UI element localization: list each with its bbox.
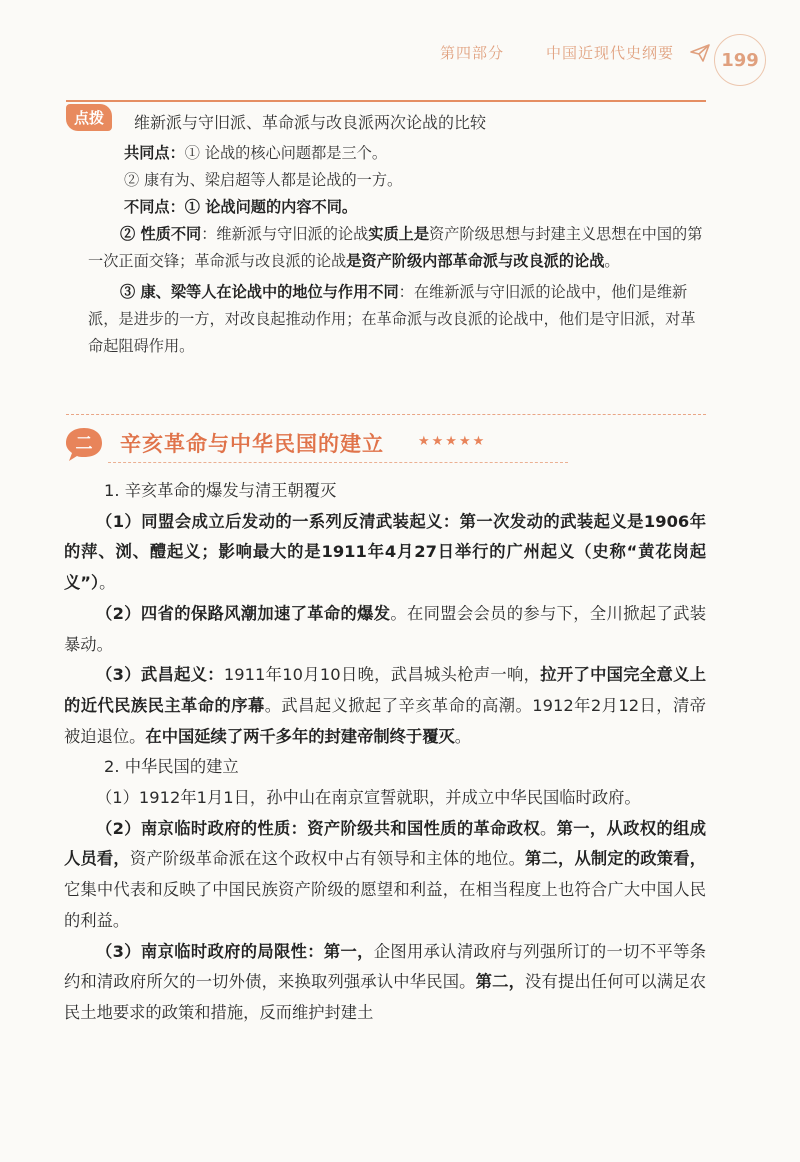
tip-diff-3: ③ 康、梁等人在论战中的地位与作用不同：在维新派与守旧派的论战中，他们是维新派，是进步的一方，对改良起推动作用；在革命派与改良派的论战中，他们是守旧派，对革命起阻碍作用。 bbox=[88, 283, 696, 355]
speech-bubble-icon bbox=[64, 426, 104, 462]
tip-box bbox=[66, 100, 706, 355]
paragraph-4: （1）1912年1月1日，孙中山在南京宣誓就职，并成立中华民国临时政府。 bbox=[96, 788, 641, 808]
header-part: 第四部分 bbox=[440, 44, 505, 62]
importance-stars: ★★★★★ bbox=[418, 434, 487, 449]
tip-same-1: 共同点：① 论战的核心问题都是三个。 bbox=[124, 144, 388, 162]
section-underline bbox=[108, 462, 568, 463]
paragraph-3: （3）武昌起义：1911年10月10日晚，武昌城头枪声一响，拉开了中国完全意义上的近代民族民主革命的序幕。武昌起义掀起了辛亥革命的高潮。1912年2月12日，清帝被迫退位。在中国延续了两千多年的封建帝制终于覆灭。 bbox=[64, 665, 706, 746]
section-heading bbox=[64, 424, 512, 464]
section-number: 二 bbox=[75, 434, 93, 454]
tip-badge: 点拨 bbox=[66, 104, 112, 131]
tip-diff-1: 不同点：① 论战问题的内容不同。 bbox=[124, 198, 358, 216]
tip-diff-2: ② 性质不同：维新派与守旧派的论战实质上是资产阶级思想与封建主义思想在中国的第一次正面交锋；革命派与改良派的论战是资产阶级内部革命派与改良派的论战。 bbox=[88, 225, 703, 270]
paper-plane-icon bbox=[690, 44, 710, 62]
paragraph-2: （2）四省的保路风潮加速了革命的爆发。在同盟会会员的参与下，全川掀起了武装暴动。 bbox=[64, 603, 706, 654]
subheading-1: 1. 辛亥革命的爆发与清王朝覆灭 bbox=[104, 481, 337, 500]
paragraph-5: （2）南京临时政府的性质：资产阶级共和国性质的革命政权。第一，从政权的组成人员看，资产阶级革命派在这个政权中占有领导和主体的地位。第二，从制定的政策看，它集中代表和反映了中国民族资产阶级的愿望和利益，在相当程度上也符合广大中国人民的利益。 bbox=[64, 818, 706, 930]
page-number: 199 bbox=[714, 34, 766, 86]
paragraph-6: （3）南京临时政府的局限性：第一，企图用承认清政府与列强所订的一切不平等条约和清政府所欠的一切外债，来换取列强承认中华民国。第二，没有提出任何可以满足农民土地要求的政策和措施，反而维护封建土 bbox=[64, 941, 706, 1022]
tip-bottom-rule bbox=[66, 414, 706, 415]
tip-top-rule bbox=[66, 100, 706, 102]
main-text bbox=[64, 476, 706, 1029]
tip-same-2: ② 康有为、梁启超等人都是论战的一方。 bbox=[124, 171, 403, 189]
tip-body bbox=[76, 140, 704, 360]
running-header bbox=[440, 42, 710, 63]
subheading-2: 2. 中华民国的建立 bbox=[104, 757, 239, 777]
section-title: 辛亥革命与中华民国的建立 bbox=[120, 432, 384, 456]
tip-title: 维新派与守旧派、革命派与改良派两次论战的比较 bbox=[134, 113, 487, 132]
paragraph-1: （1）同盟会成立后发动的一系列反清武装起义：第一次发动的武装起义是1906年的萍、浏、醴起义；影响最大的是1911年4月27日举行的广州起义（史称“黄花岗起义”）。 bbox=[64, 511, 706, 593]
header-subject: 中国近现代史纲要 bbox=[546, 44, 675, 62]
